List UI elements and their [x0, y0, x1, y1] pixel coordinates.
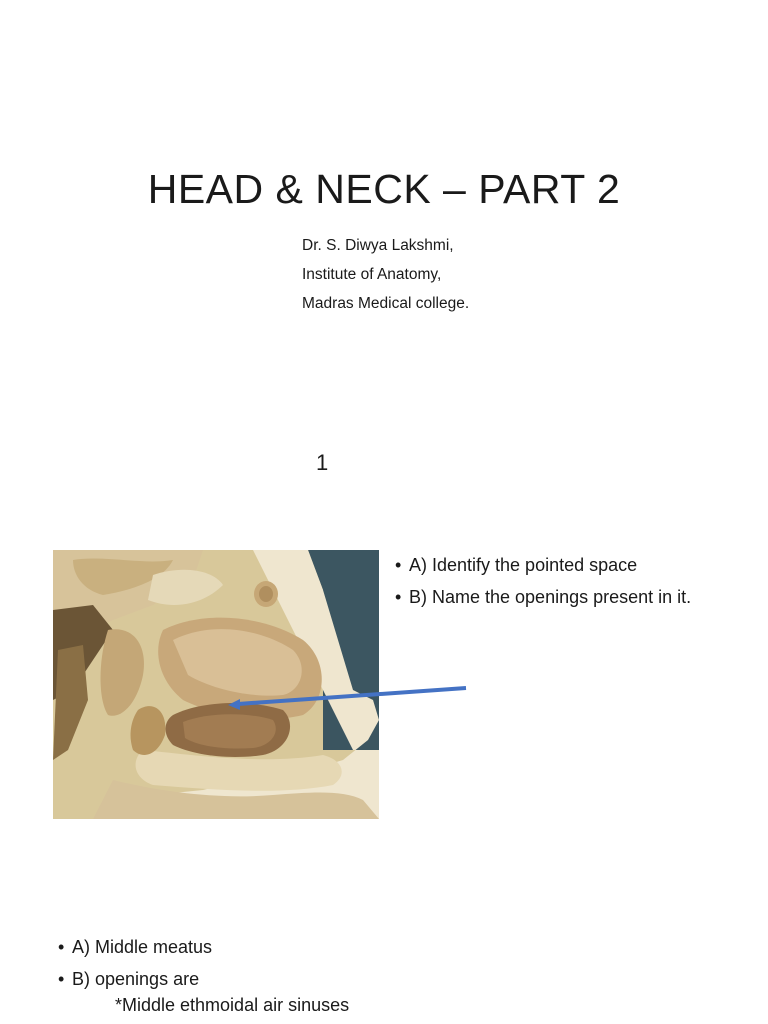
answer-sub-item: *Middle ethmoidal air sinuses [115, 995, 350, 1015]
answer-item-b: • B) openings are [58, 963, 212, 995]
question-item-b: • B) Name the openings present in it. [395, 581, 691, 613]
question-item-a: • A) Identify the pointed space [395, 549, 691, 581]
author-college: Madras Medical college. [302, 295, 470, 312]
author-block [302, 231, 469, 318]
slide-number: 1 [316, 450, 329, 475]
author-name: Dr. S. Diwya Lakshmi, [302, 237, 454, 254]
slide-title: HEAD & NECK – PART 2 [147, 166, 621, 212]
specimen-photo [53, 550, 379, 819]
answer-item-a: • A) Middle meatus [58, 931, 212, 963]
question-list [395, 549, 691, 613]
answer-list [58, 931, 212, 995]
author-department: Institute of Anatomy, [302, 266, 442, 283]
